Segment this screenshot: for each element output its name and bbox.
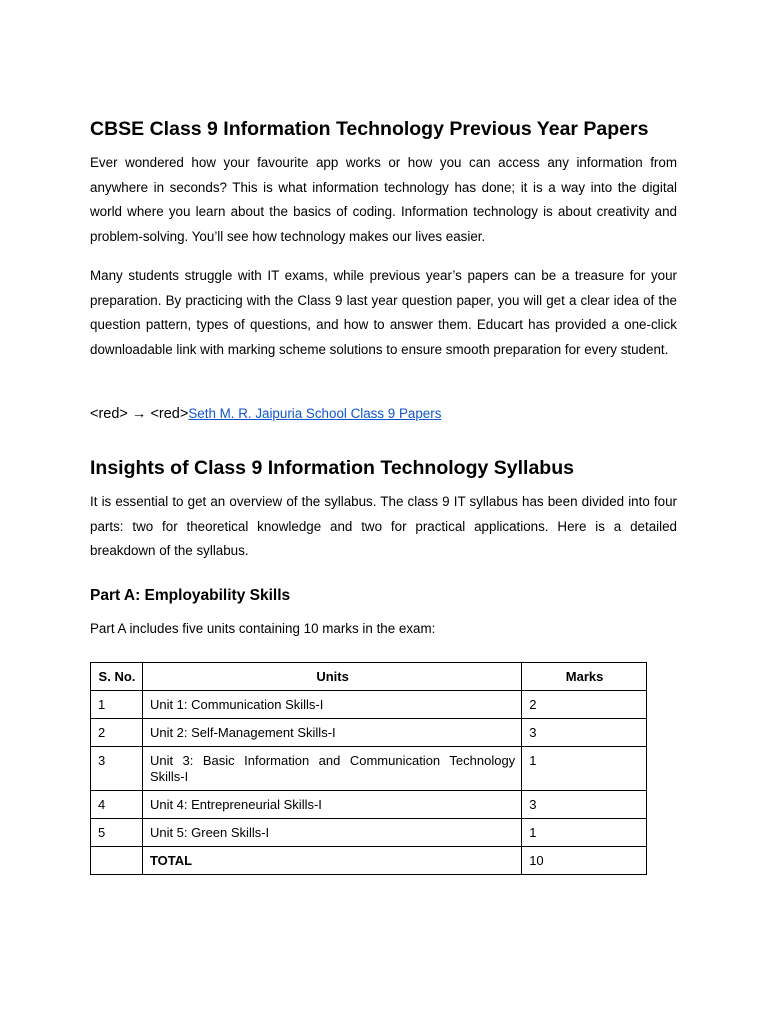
cell-sno: 1	[91, 691, 143, 719]
table-row	[91, 819, 647, 847]
table-row	[91, 691, 647, 719]
cell-unit: Unit 5: Green Skills-I	[142, 819, 521, 847]
cell-marks: 1	[522, 747, 647, 791]
cell-unit: Unit 3: Basic Information and Communication Technology Skills-I	[142, 747, 521, 791]
cell-total-marks: 10	[522, 847, 647, 875]
cell-unit: Unit 2: Self-Management Skills-I	[142, 719, 521, 747]
table-row	[91, 747, 647, 791]
table-row	[91, 791, 647, 819]
cell-total-label: TOTAL	[142, 847, 521, 875]
part-a-units-table	[90, 662, 647, 875]
header-sno: S. No.	[91, 663, 143, 691]
table-total-row	[91, 847, 647, 875]
cell-sno: 3	[91, 747, 143, 791]
cell-sno: 4	[91, 791, 143, 819]
related-link-line	[90, 404, 441, 424]
syllabus-paragraph: It is essential to get an overview of the syllabus. The class 9 IT syllabus has been divided into four parts: two for theoretical knowledge and two for practical applications. Here is a detailed breakdown of the syllabus.	[90, 494, 677, 558]
intro-paragraph-1: Ever wondered how your favourite app works or how you can access any information from anywhere in seconds? This is what information technology has done; it is a way into the digital world where you learn about the basics of coding. Information technology is about creativity and problem-solving. You’ll see how technology makes our lives easier.	[90, 155, 677, 244]
cell-marks: 3	[522, 791, 647, 819]
header-units: Units	[142, 663, 521, 691]
jaipuria-papers-link[interactable]: Seth M. R. Jaipuria School Class 9 Papers	[188, 406, 442, 421]
syllabus-heading: Insights of Class 9 Information Technology Syllabus	[90, 457, 574, 479]
intro-paragraph-2: Many students struggle with IT exams, while previous year’s papers can be a treasure for your preparation. By practicing with the Class 9 last year question paper, you will get a clear idea of the question pattern, types of questions, and how to answer them. Educart has provided a one-click downloadable link with marking scheme solutions to ensure smooth preparation for every student.	[90, 268, 677, 357]
table-header-row	[91, 663, 647, 691]
link-prefix: <red> → <red>	[90, 406, 189, 422]
table-row	[91, 719, 647, 747]
cell-marks: 1	[522, 819, 647, 847]
header-marks: Marks	[522, 663, 647, 691]
cell-sno: 5	[91, 819, 143, 847]
cell-sno: 2	[91, 719, 143, 747]
page-title: CBSE Class 9 Information Technology Previous Year Papers	[90, 118, 649, 140]
part-a-heading: Part A: Employability Skills	[90, 587, 291, 604]
cell-marks: 3	[522, 719, 647, 747]
cell-unit: Unit 1: Communication Skills-I	[142, 691, 521, 719]
cell-marks: 2	[522, 691, 647, 719]
cell-unit: Unit 4: Entrepreneurial Skills-I	[142, 791, 521, 819]
cell-sno	[91, 847, 143, 875]
part-a-paragraph: Part A includes five units containing 10 marks in the exam:	[90, 621, 436, 636]
